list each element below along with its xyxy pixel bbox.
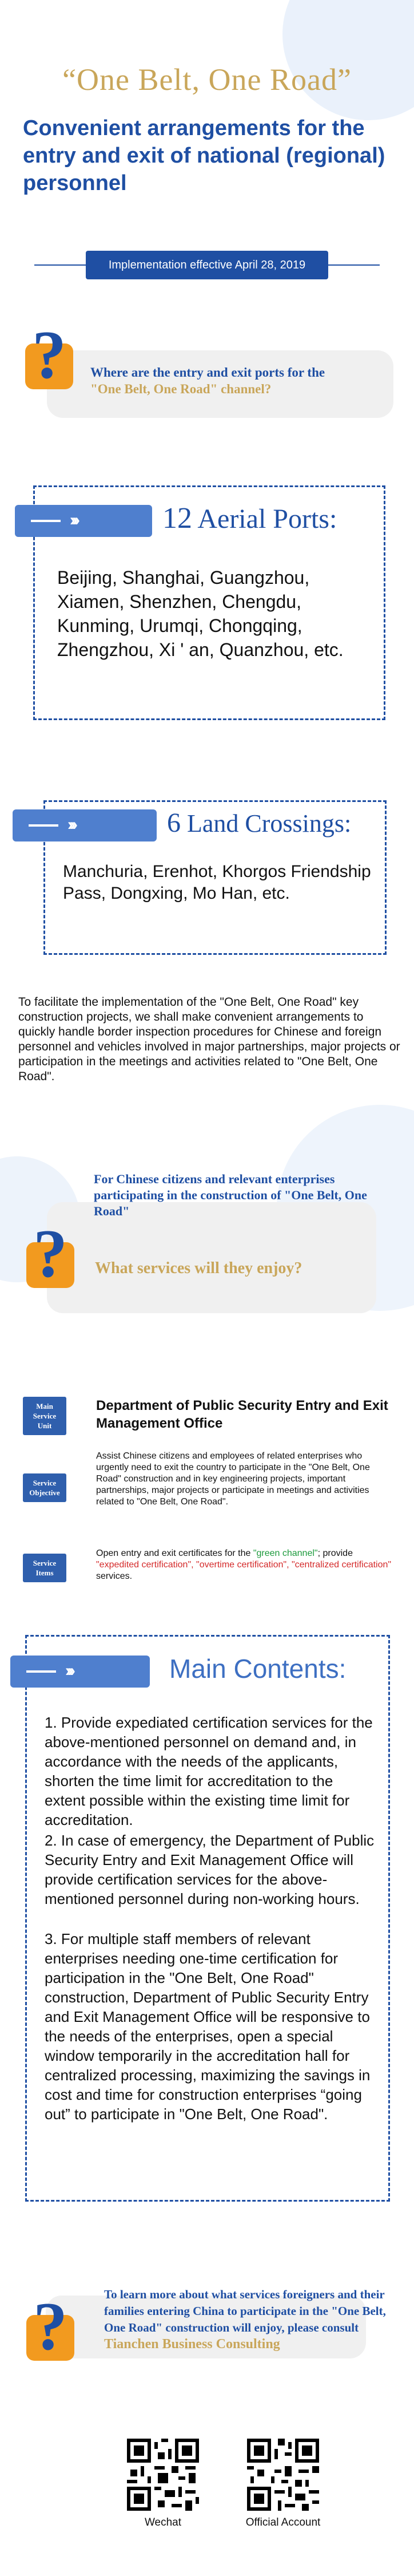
service-items-text: Open entry and exit certificates for the xyxy=(96,1548,253,1558)
divider xyxy=(34,264,86,266)
page-subtitle: Convenient arrangements for the entry and exit of national (regional) personnel xyxy=(23,116,385,195)
service-objective-label: Service Objective xyxy=(23,1473,66,1502)
main-contents-item-2: 2. In case of emergency, the Department of Public Security Entry and Exit Management Office will provide certification services for the above-mentioned personnel during non-working hours. xyxy=(45,1832,375,1907)
question-mark-icon xyxy=(22,323,77,392)
service-items-value xyxy=(96,1548,393,1582)
service-items-text: services. xyxy=(96,1571,133,1581)
question-mark-icon xyxy=(23,1222,78,1290)
consult-text xyxy=(104,2286,401,2353)
aerial-ports-list: Beijing, Shanghai, Guangzhou, Xiamen, Shenzhen, Chengdu, Kunming, Urumqi, Chongqing, Zhengzhou, Xi ' an, Quanzhou, etc. xyxy=(57,567,344,660)
question-text: For Chinese citizens and relevant enterprises participating in the construction of "One Belt, One Road" xyxy=(94,1172,367,1218)
aerial-ports-count: 12 xyxy=(162,502,192,535)
service-items-text: ; provide xyxy=(317,1548,353,1558)
tag-bar xyxy=(26,1670,56,1673)
land-crossings-title xyxy=(167,807,351,839)
divider xyxy=(328,264,380,266)
question-main: Where are the entry and exit ports for the xyxy=(90,365,325,380)
service-unit-value: Department of Public Security Entry and Exit Management Office xyxy=(96,1398,388,1431)
main-contents-item-1: 1. Provide expediated certification services for the above-mentioned personnel on demand and, in accordance with the needs of the applicants, shorten the time limit for accreditation to the extent possible within the existing time limit for accreditation. xyxy=(45,1714,373,1828)
svg-text:?: ? xyxy=(33,2294,67,2363)
chevrons-icon: ››› xyxy=(65,1661,72,1680)
implementation-banner xyxy=(0,251,414,279)
consult-company: Tianchen Business Consulting xyxy=(104,2337,280,2352)
chevrons-icon: ››› xyxy=(67,815,74,834)
wechat-qr-code[interactable] xyxy=(127,2439,199,2511)
implementation-date: Implementation effective April 28, 2019 xyxy=(86,251,328,279)
service-items-label: Service Items xyxy=(23,1554,66,1582)
intro-paragraph: To facilitate the implementation of the "One Belt, One Road" key construction projects, we shall make convenient arrangements to quickly handle border inspection procedures for Chinese and foreign personnel and vehicles involved in major partnerships, major projects or participation in the meetings and activities related to "One Belt, One Road". xyxy=(18,995,400,1083)
green-channel-text: "green channel" xyxy=(253,1548,318,1558)
page-title: “One Belt, One Road” xyxy=(62,62,352,97)
consult-message: To learn more about what services foreigners and their families entering China to participate in the "One Belt, One Road" construction will enjoy, please consult xyxy=(104,2287,386,2334)
chevrons-icon: ››› xyxy=(70,511,77,530)
official-account-label: Official Account xyxy=(245,2516,321,2528)
section-tag xyxy=(10,1656,150,1688)
section-tag xyxy=(15,505,152,537)
svg-text:?: ? xyxy=(32,323,66,392)
tag-bar xyxy=(31,520,61,522)
certification-types-text: "expedited certification", "overtime certification", "centralized certification" xyxy=(96,1560,392,1570)
tag-bar xyxy=(29,824,58,827)
question-highlight: What services will they enjoy? xyxy=(95,1259,302,1277)
land-crossings-label: Land Crossings: xyxy=(181,809,352,837)
aerial-ports-title xyxy=(162,501,337,535)
svg-text:?: ? xyxy=(33,1222,67,1290)
land-crossings-list: Manchuria, Erenhot, Khorgos Friendship Pass, Dongxing, Mo Han, etc. xyxy=(63,862,371,903)
service-unit-label: Main Service Unit xyxy=(23,1397,66,1435)
question-highlight: "One Belt, One Road" channel? xyxy=(90,382,272,396)
official-account-qr-code[interactable] xyxy=(247,2439,319,2511)
main-contents-item-3: 3. For multiple staff members of relevant enterprises needing one-time certification for participation in the "One Belt, One Road" construction, Department of Public Security Entry and Exit Management Office will be responsive to the needs of the enterprises, open a special window temporarily in the accreditation hall for centralized processing, maximizing the savings in cost and time for construction enterprises “going out” to participate in "One Belt, One Road". xyxy=(45,1930,371,2123)
wechat-label: Wechat xyxy=(144,2516,182,2528)
section-tag xyxy=(13,809,157,841)
land-crossings-count: 6 xyxy=(167,808,181,838)
service-objective-value: Assist Chinese citizens and employees of related enterprises who urgently need to exit the country to participate in the "One Belt, One Road" construction and in key engineering projects, important partnerships, major projects or participate in meetings and activities related to "One Belt, One Road". xyxy=(96,1451,370,1507)
aerial-ports-label: Aerial Ports: xyxy=(192,504,337,534)
question-mark-icon xyxy=(23,2294,78,2363)
question-text xyxy=(90,364,388,397)
decorative-circle xyxy=(282,0,414,120)
main-contents-title: Main Contents: xyxy=(169,1654,347,1684)
